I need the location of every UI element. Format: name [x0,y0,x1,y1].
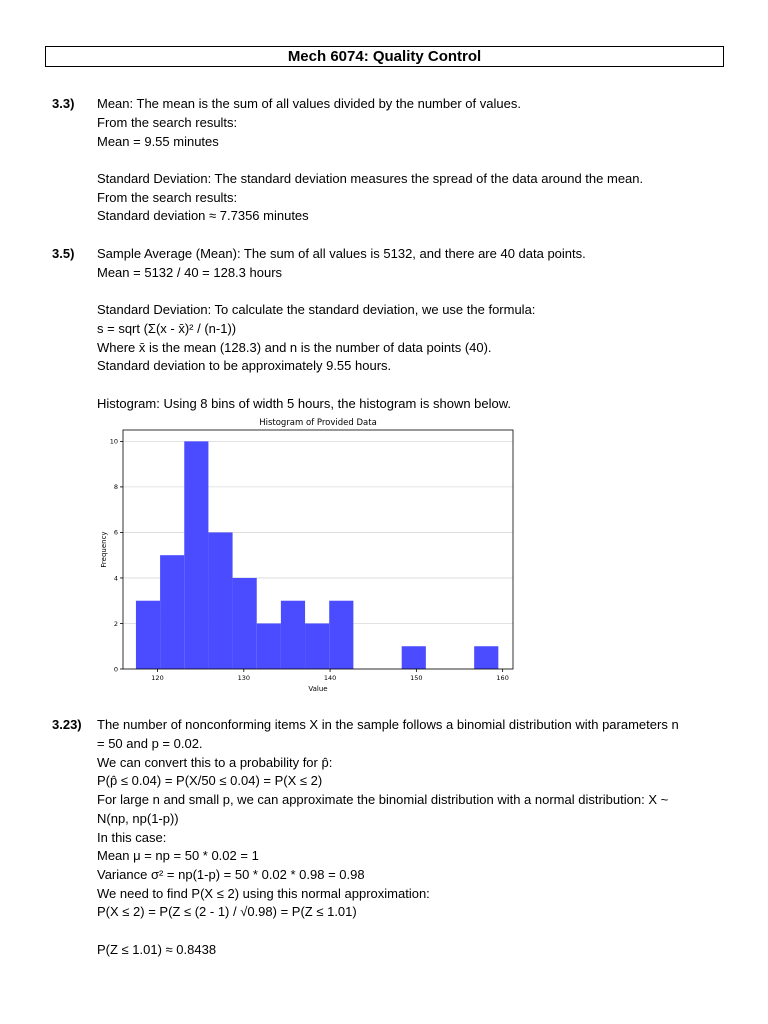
histogram-bar [305,623,329,669]
text-line: P(Z ≤ 1.01) ≈ 0.8438 [97,942,217,957]
text-line: From the search results: [97,190,238,205]
question-number-3-23: 3.23) [52,717,82,732]
histogram-bar [281,601,305,669]
text-line: P(X ≤ 2) = P(Z ≤ (2 - 1) / √0.98) = P(Z ≤ 1.01) [97,904,357,919]
histogram-bar [208,532,232,669]
x-tick-label: 120 [151,674,164,682]
histogram-bar [136,601,160,669]
histogram-bar [160,555,184,669]
histogram-bar [329,601,353,669]
page-title: Mech 6074: Quality Control [45,46,724,67]
text-line: Mean = 9.55 minutes [97,134,219,149]
text-line: Mean μ = np = 50 * 0.02 = 1 [97,848,259,863]
text-line: Where x̄ is the mean (128.3) and n is the number of data points (40). [97,340,492,355]
y-tick-label: 6 [113,528,118,537]
text-line: In this case: [97,830,167,845]
text-line: Standard deviation to be approximately 9.55 hours. [97,358,392,373]
text-line: Mean: The mean is the sum of all values divided by the number of values. [97,96,521,111]
text-line: N(np, np(1-p)) [97,811,179,826]
text-line: Standard Deviation: The standard deviation measures the spread of the data around the mean. [97,171,644,186]
histogram-bar [184,441,208,669]
text-line: P(p̂ ≤ 0.04) = P(X/50 ≤ 0.04) = P(X ≤ 2) [97,773,323,788]
histogram-bar [474,646,498,669]
question-number-3-5: 3.5) [52,246,75,261]
chart-title: Histogram of Provided Data [259,418,377,428]
x-tick-label: 130 [237,674,251,682]
text-line: We need to find P(X ≤ 2) using this normal approximation: [97,886,430,901]
y-tick-label: 2 [113,619,118,628]
x-tick-label: 160 [496,674,509,682]
text-line: We can convert this to a probability for p̂: [97,755,333,770]
y-tick-label: 10 [109,437,118,446]
text-line: Sample Average (Mean): The sum of all values is 5132, and there are 40 data points. [97,246,586,261]
x-axis-label: Value [308,685,328,693]
text-line: From the search results: [97,115,238,130]
text-line: Standard Deviation: To calculate the standard deviation, we use the formula: [97,302,536,317]
text-line: Histogram: Using 8 bins of width 5 hours, the histogram is shown below. [97,396,512,411]
y-axis-label: Frequency [100,531,108,568]
x-tick-label: 150 [410,674,423,682]
histogram-bar [257,623,281,669]
text-line: s = sqrt (Σ(x - x̄)² / (n-1)) [97,321,237,336]
text-line: For large n and small p, we can approximate the binomial distribution with a normal distribution: X ~ [97,792,669,807]
histogram-bar [233,578,257,669]
text-line: Standard deviation ≈ 7.7356 minutes [97,208,309,223]
text-line: The number of nonconforming items X in the sample follows a binomial distribution with parameters n [97,717,679,732]
question-number-3-3: 3.3) [52,96,75,111]
y-tick-label: 8 [113,483,118,492]
histogram-chart [0,410,768,700]
histogram-bar [402,646,426,669]
text-line: Variance σ² = np(1-p) = 50 * 0.02 * 0.98 = 0.98 [97,867,365,882]
text-line: = 50 and p = 0.02. [97,736,203,751]
x-tick-label: 140 [323,674,337,682]
y-tick-label: 4 [113,574,118,583]
y-tick-label: 0 [113,665,118,674]
text-line: Mean = 5132 / 40 = 128.3 hours [97,265,283,280]
histogram-bars [136,441,498,669]
